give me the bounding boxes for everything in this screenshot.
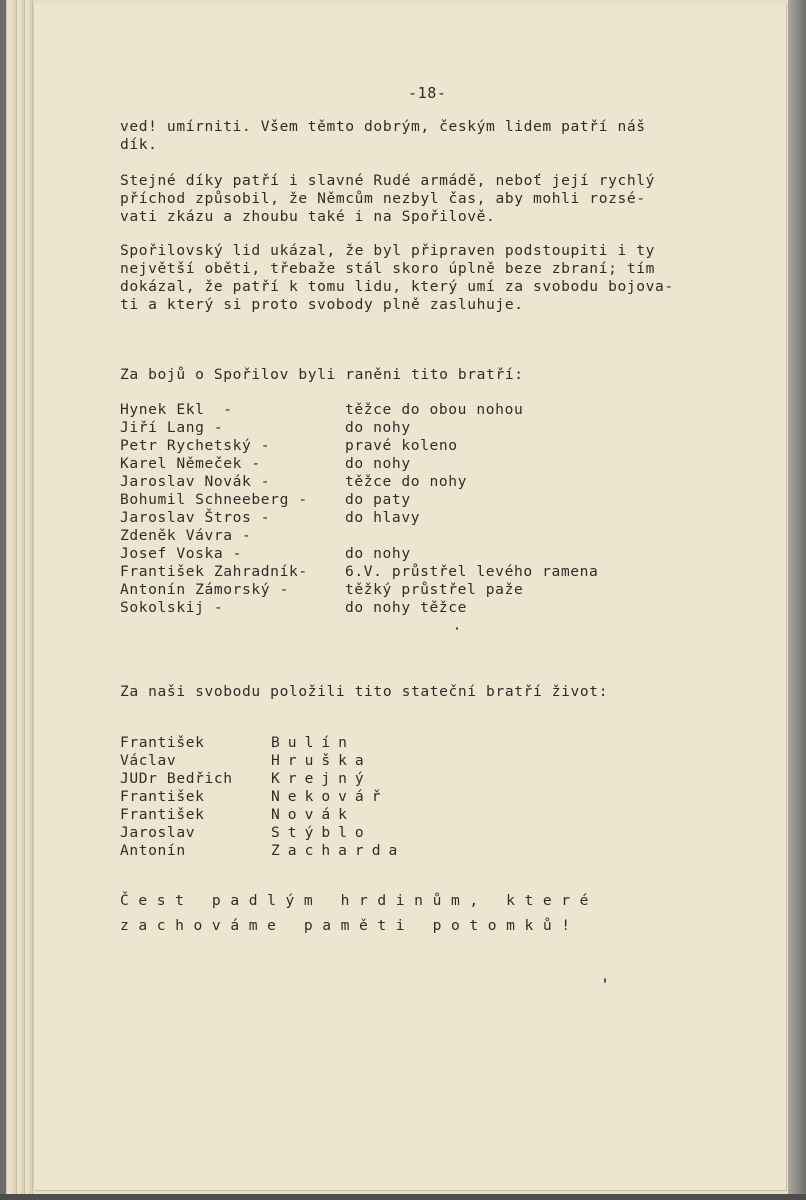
wounded-injury: do nohy: [345, 455, 411, 472]
paragraph-line: vati zkázu a zhoubu také i na Spořilově.: [120, 208, 496, 225]
wounded-name: Antonín Zámorský -: [120, 581, 289, 598]
wounded-name: Zdeněk Vávra -: [120, 527, 252, 544]
wounded-injury: do nohy těžce: [345, 599, 468, 616]
scan-border-bottom: [0, 1194, 806, 1200]
wounded-name: Hynek Ekl -: [120, 401, 233, 418]
wounded-injury: do nohy: [345, 545, 411, 562]
wounded-name: Jiří Lang -: [120, 419, 224, 436]
fallen-first-name: František: [120, 806, 205, 823]
fallen-first-name: František: [120, 734, 205, 751]
paragraph-line: ved! umírniti. Všem těmto dobrým, českým lidem patří náš: [120, 118, 646, 135]
fallen-first-name: František: [120, 788, 205, 805]
paragraph-line: Stejné díky patří i slavné Rudé armádě, neboť její rychlý: [120, 172, 656, 189]
fallen-first-name: Jaroslav: [120, 824, 196, 841]
paper-edge: [21, 0, 25, 1196]
ink-speck: [604, 978, 606, 983]
wounded-injury: těžký průstřel paže: [345, 581, 524, 598]
paper-edge: [29, 0, 33, 1196]
fallen-surname: Krejný: [271, 770, 372, 787]
wounded-injury: těžce do nohy: [345, 473, 468, 490]
paragraph-line: dík.: [120, 136, 158, 153]
wounded-name: Bohumil Schneeberg -: [120, 491, 308, 508]
paragraph-line: dokázal, že patří k tomu lidu, který umí za svobodu bojova-: [120, 278, 674, 295]
scan-border-right: [788, 0, 806, 1200]
paragraph-line: největší oběti, třebaže stál skoro úplně beze zbraní; tím: [120, 260, 656, 277]
wounded-name: Jaroslav Novák -: [120, 473, 271, 490]
fallen-surname: Nekovář: [271, 788, 389, 805]
paragraph-line: příchod způsobil, že Němcům nezbyl čas, aby mohli rozsé-: [120, 190, 646, 207]
wounded-name: Josef Voska -: [120, 545, 243, 562]
fallen-surname: Novák: [271, 806, 355, 823]
fallen-first-name: Antonín: [120, 842, 186, 859]
wounded-injury: těžce do obou nohou: [345, 401, 524, 418]
wounded-heading: Za bojů o Spořilov byli raněni tito bratří:: [120, 366, 524, 383]
fallen-first-name: JUDr Bedřich: [120, 770, 233, 787]
closing-line: Čest padlým hrdinům, které: [120, 892, 599, 909]
wounded-name: František Zahradník-: [120, 563, 308, 580]
paragraph-line: Spořilovský lid ukázal, že byl připraven podstoupiti i ty: [120, 242, 656, 259]
page-number: -18-: [408, 84, 447, 102]
wounded-injury: 6.V. průstřel levého ramena: [345, 563, 599, 580]
ink-speck: [456, 627, 458, 630]
fallen-surname: Stýblo: [271, 824, 372, 841]
wounded-injury: do hlavy: [345, 509, 421, 526]
fallen-first-name: Václav: [120, 752, 177, 769]
wounded-name: Petr Rychetský -: [120, 437, 271, 454]
wounded-name: Karel Němeček -: [120, 455, 261, 472]
fallen-surname: Hruška: [271, 752, 372, 769]
wounded-injury: do paty: [345, 491, 411, 508]
fallen-heading: Za naši svobodu položili tito stateční bratří život:: [120, 683, 609, 700]
wounded-injury: do nohy: [345, 419, 411, 436]
wounded-name: Jaroslav Štros -: [120, 509, 271, 526]
paragraph-line: ti a který si proto svobody plně zasluhuje.: [120, 296, 524, 313]
paper-edge: [13, 0, 17, 1196]
fallen-surname: Bulín: [271, 734, 355, 751]
wounded-name: Sokolskij -: [120, 599, 224, 616]
closing-line: zachováme paměti potomků!: [120, 917, 580, 934]
fallen-surname: Zacharda: [271, 842, 406, 859]
wounded-injury: pravé koleno: [345, 437, 458, 454]
